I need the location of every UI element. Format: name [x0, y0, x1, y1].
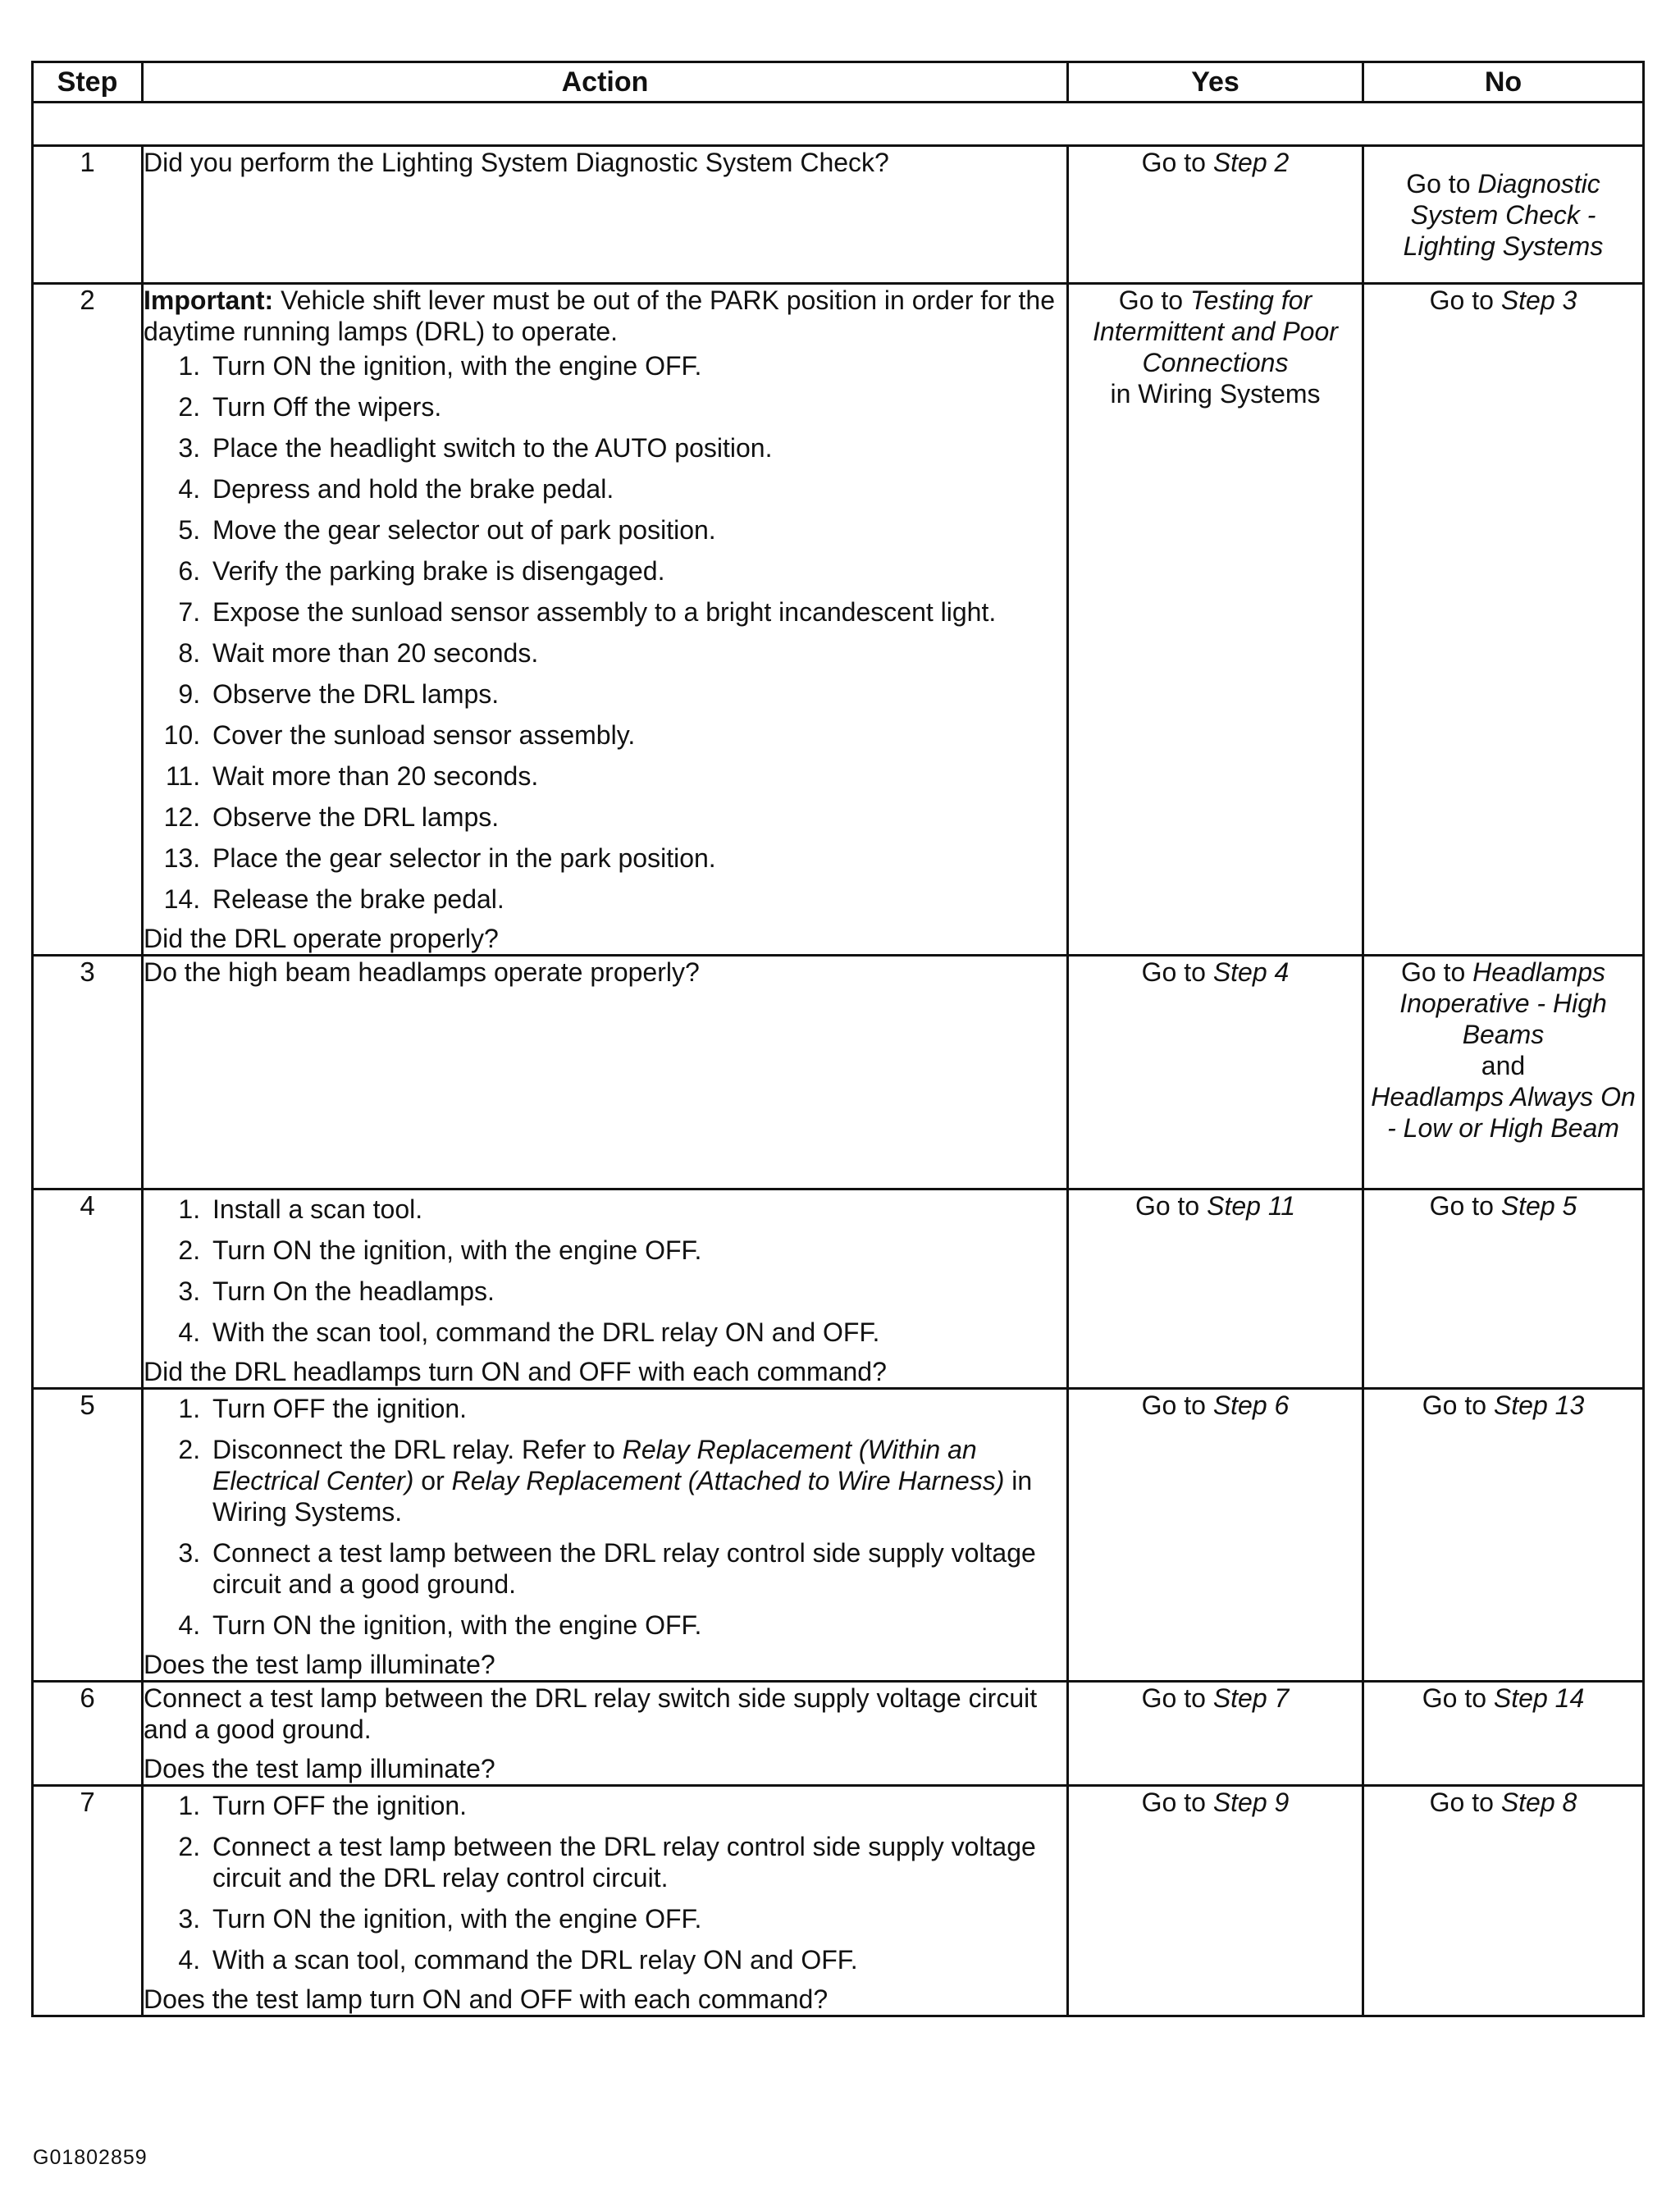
list-item: 1. Turn ON the ignition, with the engine OFF. — [208, 350, 1066, 381]
no-cell: Go to Headlamps Inoperative - High Beams and Headlamps Always On - Low or High Beam — [1363, 956, 1644, 1189]
yes-cell: Go to Step 7 — [1068, 1682, 1363, 1786]
procedure-link[interactable]: Relay Replacement (Attached to Wire Harness) — [451, 1466, 1005, 1495]
step-link[interactable]: Step 4 — [1212, 957, 1290, 987]
procedure-link[interactable]: Headlamps Always On - Low or High Beam — [1371, 1082, 1636, 1143]
question-text: Did the DRL headlamps turn ON and OFF with each command? — [144, 1357, 887, 1386]
list-item: 3. Turn On the headlamps. — [208, 1276, 1066, 1307]
question-text: Do the high beam headlamps operate properly? — [144, 957, 700, 987]
list-item: 6. Verify the parking brake is disengaged. — [208, 555, 1066, 587]
procedure-link[interactable]: Diagnostic System Check - Lighting Systems — [1403, 168, 1604, 261]
list-item: 8. Wait more than 20 seconds. — [208, 637, 1066, 669]
list-item: 12. Observe the DRL lamps. — [208, 801, 1066, 833]
list-item: 14. Release the brake pedal. — [208, 884, 1066, 915]
diagnostic-table — [31, 61, 1645, 2017]
table-row-step-2 — [33, 284, 1644, 956]
list-item: 4. With the scan tool, command the DRL relay ON and OFF. — [208, 1317, 1066, 1348]
table-row-step-1 — [33, 146, 1644, 284]
step-link[interactable]: Step 9 — [1212, 1788, 1290, 1817]
step-number: 1 — [33, 146, 143, 284]
instruction-list — [144, 350, 1066, 915]
step-link[interactable]: Step 6 — [1212, 1390, 1290, 1420]
list-item: 7. Expose the sunload sensor assembly to a bright incandescent light. — [208, 596, 1066, 628]
procedure-link[interactable]: Testing for Intermittent and Poor Connections — [1093, 285, 1338, 377]
step-link[interactable]: Step 3 — [1500, 285, 1577, 315]
step-link[interactable]: Step 8 — [1500, 1788, 1577, 1817]
action-cell — [143, 284, 1068, 956]
list-item: 4. Turn ON the ignition, with the engine OFF. — [208, 1610, 1066, 1641]
important-note: Important: Vehicle shift lever must be out of the PARK position in order for the daytime running lamps (DRL) to operate. — [144, 285, 1055, 346]
yes-cell: Go to Step 2 — [1068, 146, 1363, 284]
list-item: 2. Connect a test lamp between the DRL relay control side supply voltage circuit and the DRL relay control circuit. — [208, 1831, 1066, 1893]
table-row-step-3 — [33, 956, 1644, 1189]
step-number: 4 — [33, 1189, 143, 1389]
yes-cell: Go to Step 6 — [1068, 1389, 1363, 1682]
header-yes: Yes — [1068, 62, 1363, 103]
action-cell — [143, 956, 1068, 1189]
list-item: 9. Observe the DRL lamps. — [208, 678, 1066, 710]
action-cell — [143, 1682, 1068, 1786]
instruction-list — [144, 1393, 1066, 1641]
question-text: Did the DRL operate properly? — [144, 924, 499, 953]
list-item: 3. Connect a test lamp between the DRL relay control side supply voltage circuit and a good ground. — [208, 1537, 1066, 1600]
action-cell — [143, 1389, 1068, 1682]
table-row-step-5 — [33, 1389, 1644, 1682]
list-item: 3. Place the headlight switch to the AUTO position. — [208, 432, 1066, 463]
action-cell — [143, 1786, 1068, 2016]
question-text: Does the test lamp turn ON and OFF with each command? — [144, 1984, 829, 2014]
list-item: 2. Disconnect the DRL relay. Refer to Relay Replacement (Within an Electrical Center) or Relay Replacement (Attached to Wire Harness) in Wiring Systems. — [208, 1434, 1066, 1527]
list-item: 13. Place the gear selector in the park position. — [208, 842, 1066, 874]
header-step: Step — [33, 62, 143, 103]
no-cell: Go to Step 5 — [1363, 1189, 1644, 1389]
yes-cell: Go to Step 4 — [1068, 956, 1363, 1189]
instruction-text: Connect a test lamp between the DRL relay switch side supply voltage circuit and a good ground. — [144, 1683, 1038, 1744]
step-number: 7 — [33, 1786, 143, 2016]
no-cell: Go to Diagnostic System Check - Lighting Systems — [1363, 146, 1644, 284]
list-item: 3. Turn ON the ignition, with the engine OFF. — [208, 1903, 1066, 1934]
spacer-row — [33, 103, 1644, 146]
procedure-link[interactable]: Headlamps Inoperative - High Beams — [1399, 957, 1607, 1049]
list-item: 5. Move the gear selector out of park position. — [208, 514, 1066, 546]
table-row-step-4 — [33, 1189, 1644, 1389]
step-number: 5 — [33, 1389, 143, 1682]
step-link[interactable]: Step 13 — [1493, 1390, 1585, 1420]
list-item: 4. Depress and hold the brake pedal. — [208, 473, 1066, 505]
step-number: 2 — [33, 284, 143, 956]
step-link[interactable]: Step 5 — [1500, 1191, 1577, 1221]
list-item: 2. Turn Off the wipers. — [208, 391, 1066, 422]
list-item: 1. Install a scan tool. — [208, 1194, 1066, 1225]
header-row — [33, 62, 1644, 103]
yes-cell: Go to Testing for Intermittent and Poor Connections in Wiring Systems — [1068, 284, 1363, 956]
step-number: 3 — [33, 956, 143, 1189]
list-item: 4. With a scan tool, command the DRL relay ON and OFF. — [208, 1944, 1066, 1975]
table-row-step-6 — [33, 1682, 1644, 1786]
yes-cell: Go to Step 9 — [1068, 1786, 1363, 2016]
list-item: 2. Turn ON the ignition, with the engine OFF. — [208, 1235, 1066, 1266]
header-action: Action — [143, 62, 1068, 103]
question-text: Does the test lamp illuminate? — [144, 1754, 495, 1783]
no-cell: Go to Step 8 — [1363, 1786, 1644, 2016]
step-number: 6 — [33, 1682, 143, 1786]
step-link[interactable]: Step 11 — [1207, 1191, 1296, 1221]
question-text: Does the test lamp illuminate? — [144, 1650, 495, 1679]
action-cell — [143, 146, 1068, 284]
header-no: No — [1363, 62, 1644, 103]
action-cell — [143, 1189, 1068, 1389]
list-item: 10. Cover the sunload sensor assembly. — [208, 719, 1066, 751]
no-cell: Go to Step 13 — [1363, 1389, 1644, 1682]
figure-code: G01802859 — [33, 2146, 148, 2169]
no-cell: Go to Step 3 — [1363, 284, 1644, 956]
table-row-step-7 — [33, 1786, 1644, 2016]
yes-cell: Go to Step 11 — [1068, 1189, 1363, 1389]
step-link[interactable]: Step 2 — [1212, 148, 1290, 177]
list-item: 1. Turn OFF the ignition. — [208, 1790, 1066, 1821]
instruction-list — [144, 1790, 1066, 1975]
step-link[interactable]: Step 7 — [1212, 1683, 1290, 1713]
no-cell: Go to Step 14 — [1363, 1682, 1644, 1786]
list-item: 1. Turn OFF the ignition. — [208, 1393, 1066, 1424]
step-link[interactable]: Step 14 — [1493, 1683, 1585, 1713]
question-text: Did you perform the Lighting System Diagnostic System Check? — [144, 148, 889, 177]
list-item: 11. Wait more than 20 seconds. — [208, 760, 1066, 792]
procedure-link[interactable]: Relay Replacement (Within an Electrical Center) — [212, 1435, 977, 1495]
instruction-list — [144, 1194, 1066, 1348]
